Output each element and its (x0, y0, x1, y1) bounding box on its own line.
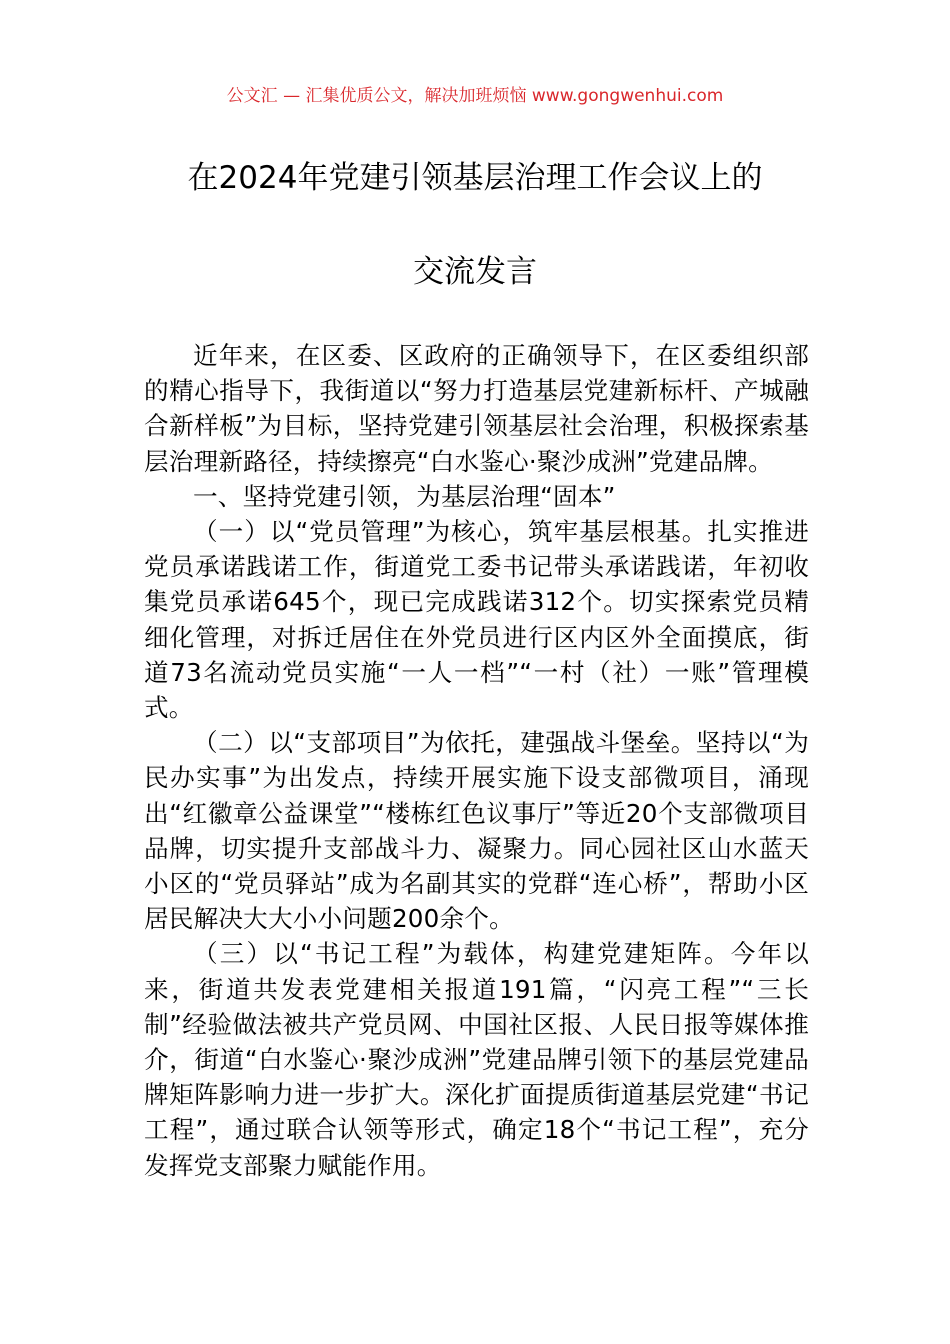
intro-paragraph: 近年来，在区委、区政府的正确领导下，在区委组织部的精心指导下，我街道以“努力打造基层党建新标杆、产城融合新样板”为目标，坚持党建引领基层社会治理，积极探索基层治理新路径，持续擦亮“白水鉴心·聚沙成洲”党建品牌。 (144, 341, 809, 476)
subsection-paragraph-3: （三）以“书记工程”为载体，构建党建矩阵。今年以来，街道共发表党建相关报道191篇，“闪亮工程”“三长制”经验做法被共产党员网、中国社区报、人民日报等媒体推介，街道“白水鉴心·聚沙成洲”党建品牌引领下的基层党建品牌矩阵影响力进一步扩大。深化扩面提质街道基层党建“书记工程”，通过联合认领等形式，确定18个“书记工程”，充分发挥党支部聚力赋能作用。 (144, 939, 809, 1180)
document-body (144, 338, 809, 1183)
header-banner: 公文汇 — 汇集优质公文，解决加班烦恼 www.gongwenhui.com (226, 86, 724, 106)
document-title-line-1: 在2024年党建引领基层治理工作会议上的 (187, 160, 763, 196)
document-title-line-2: 交流发言 (413, 254, 537, 290)
subsection-paragraph-2: （二）以“支部项目”为依托，建强战斗堡垒。坚持以“为民办实事”为出发点，持续开展实施下设支部微项目，涌现出“红徽章公益课堂”“楼栋红色议事厅”等近20个支部微项目品牌，切实提升支部战斗力、凝聚力。同心园社区山水蓝天小区的“党员驿站”成为名副其实的党群“连心桥”，帮助小区居民解决大大小小问题200余个。 (144, 728, 809, 934)
subsection-paragraph-1: （一）以“党员管理”为核心，筑牢基层根基。扎实推进党员承诺践诺工作，街道党工委书记带头承诺践诺，年初收集党员承诺645个，现已完成践诺312个。切实探索党员精细化管理，对拆迁居住在外党员进行区内区外全面摸底，街道73名流动党员实施“一人一档”“一村（社）一账”管理模式。 (144, 517, 809, 723)
section-heading: 一、坚持党建引领，为基层治理“固本” (193, 481, 616, 511)
